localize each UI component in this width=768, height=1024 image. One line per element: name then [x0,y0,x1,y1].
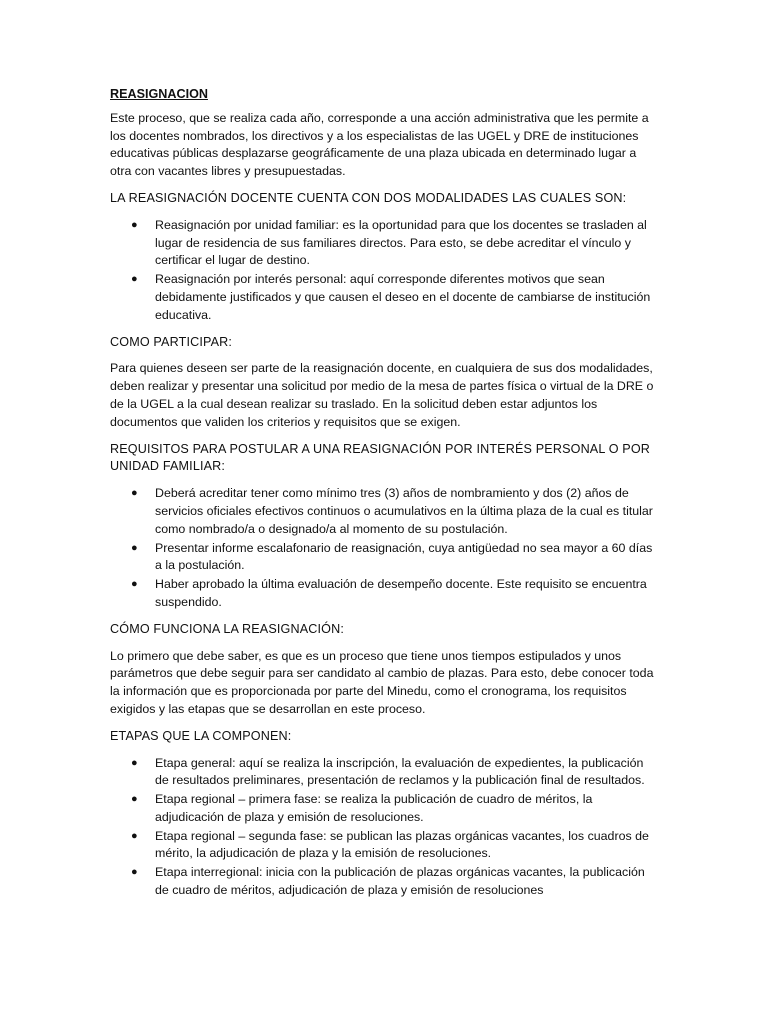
list-item [110,791,660,827]
list-item-text: Reasignación por interés personal: aquí corresponde diferentes motivos que sean debidamente justificados y que causen el deseo en el docente de cambiarse de institución educativa. [155,272,651,322]
intro-paragraph: Este proceso, que se realiza cada año, corresponde a una acción administrativa que les permite a los docentes nombrados, los directivos y a los especialistas de las UGEL y DRE de instituciones educativas públicas desplazarse geográficamente de una plaza ubicada en determinado lugar a otra con vacantes libres y presupuestadas. [110,110,649,179]
bullet-icon: ● [131,829,138,842]
bullet-icon: ● [131,487,138,500]
list-item [110,576,660,612]
requisitos-heading: REQUISITOS PARA POSTULAR A UNA REASIGNACIÓN POR INTERÉS PERSONAL O POR UNIDAD FAMILIAR: [110,441,651,474]
etapas-list [110,755,660,900]
modalidades-heading: LA REASIGNACIÓN DOCENTE CUENTA CON DOS MODALIDADES LAS CUALES SON: [110,190,627,205]
bullet-icon: ● [131,866,138,879]
list-item [110,828,660,864]
como-funciona-heading: CÓMO FUNCIONA LA REASIGNACIÓN: [110,621,345,636]
list-item-text: Haber aprobado la última evaluación de desempeño docente. Este requisito se encuentra suspendido. [155,577,647,609]
bullet-icon: ● [131,541,138,554]
como-funciona-paragraph: Lo primero que debe saber, es que es un proceso que tiene unos tiempos estipulados y unos parámetros que debe seguir para ser candidato al cambio de plazas. Para esto, debe conocer toda la información que es proporcionada por parte del Minedu, como el cronograma, los requisitos exigidos y las etapas que se desarrollan en este proceso. [110,648,654,716]
etapas-heading: ETAPAS QUE LA COMPONEN: [110,728,292,743]
list-item-text: Etapa regional – segunda fase: se publican las plazas orgánicas vacantes, los cuadros de mérito, la adjudicación de plaza y la emisión de resoluciones. [155,828,649,861]
bullet-icon: ● [131,578,138,591]
modalidades-list [110,217,660,325]
bullet-icon: ● [131,273,138,286]
list-item [110,485,660,538]
list-item-text: Presentar informe escalafonario de reasignación, cuya antigüedad no sea mayor a 60 días a la postulación. [155,540,653,573]
list-item-text: Reasignación por unidad familiar: es la oportunidad para que los docentes se trasladen al lugar de residencia de sus familiares directos. Para esto, se debe acreditar el vínculo y certificar el lugar de destino. [155,217,647,268]
list-item [110,864,660,900]
list-item [110,271,660,324]
document-title: REASIGNACION [110,87,208,101]
como-participar-paragraph: Para quienes deseen ser parte de la reasignación docente, en cualquiera de sus dos modalidades, deben realizar y presentar una solicitud por medio de la mesa de partes física o virtual de la DRE o de la UGEL a la cual desean realizar su traslado. En la solicitud deben estar adjuntos los documentos que validen los criterios y requisitos que se exigen. [110,361,654,429]
list-item [110,755,660,791]
bullet-icon: ● [131,218,138,231]
requisitos-list [110,485,660,612]
list-item-text: Etapa interregional: inicia con la publicación de plazas orgánicas vacantes, la publicación de cuadro de méritos, adjudicación de plaza y emisión de resoluciones [155,865,645,898]
list-item-text: Deberá acreditar tener como mínimo tres (3) años de nombramiento y dos (2) años de servicios oficiales efectivos continuos o acumulativos en la última plaza de la cual es titular como nombrado/a o designado/a al momento de su postulación. [155,486,653,536]
list-item [110,217,660,270]
list-item-text: Etapa regional – primera fase: se realiza la publicación de cuadro de méritos, la adjudicación de plaza y emisión de resoluciones. [155,792,593,824]
como-participar-heading: COMO PARTICIPAR: [110,334,233,349]
list-item [110,540,660,576]
bullet-icon: ● [131,756,138,769]
document-page [110,86,660,909]
list-item-text: Etapa general: aquí se realiza la inscripción, la evaluación de expedientes, la publicación de resultados preliminares, presentación de reclamos y la publicación final de resultados. [155,755,645,788]
bullet-icon: ● [131,793,138,806]
